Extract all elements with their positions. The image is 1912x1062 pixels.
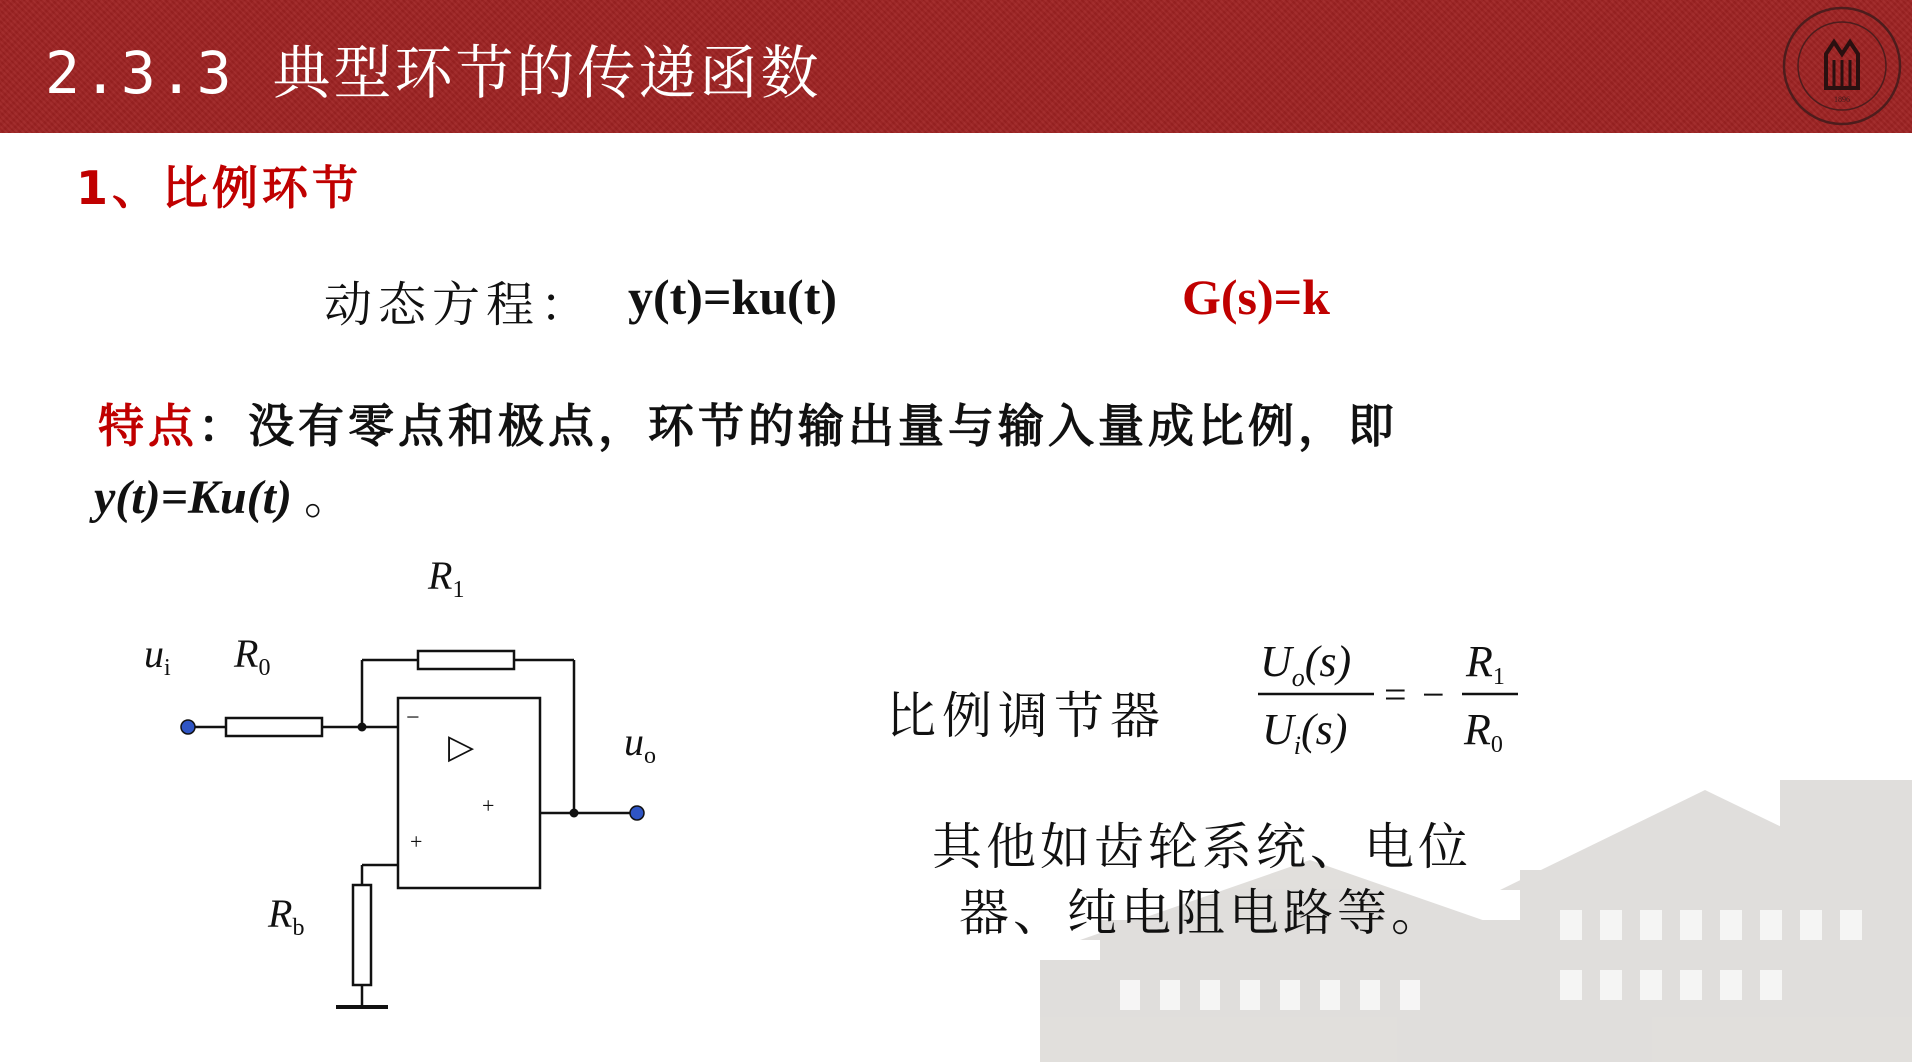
label-uo: $u_o$	[624, 719, 656, 769]
dynamic-equation-label: 动态方程：	[324, 277, 595, 333]
feature-line	[98, 390, 1398, 456]
output-terminal	[630, 806, 644, 820]
opamp-minus-sign: −	[406, 705, 420, 731]
formula-r1: R1	[1466, 637, 1505, 690]
header-bar	[0, 0, 1912, 133]
regulator-formula	[1250, 628, 1530, 768]
transfer-function: G(s)=k	[1182, 269, 1330, 325]
university-seal-icon	[1778, 2, 1906, 130]
feature-text: ：没有零点和极点，环节的输出量与输入量成比例，即	[198, 399, 1398, 453]
formula-equals: =	[1384, 672, 1407, 717]
junction-node	[358, 723, 367, 732]
dynamic-equation: y(t)=ku(t)	[628, 269, 838, 325]
opamp-plus-sign-2: +	[410, 829, 423, 854]
opamp-circuit-diagram	[130, 555, 690, 1025]
regulator-label: 比例调节器	[886, 687, 1166, 745]
other-examples-line-2: 器、纯电阻电路等。	[959, 884, 1445, 942]
other-examples-line-1: 其他如齿轮系统、电位	[932, 818, 1472, 876]
resistor-r1	[418, 651, 514, 669]
seal-year: 1896	[1834, 95, 1850, 104]
input-terminal	[181, 720, 195, 734]
output-junction-node	[570, 809, 579, 818]
formula-r0: R0	[1464, 705, 1503, 758]
feature-equation-line	[94, 458, 352, 527]
formula-minus: −	[1422, 672, 1445, 717]
resistor-rb	[353, 885, 371, 985]
label-ui: $u_i$	[144, 631, 171, 681]
feature-end: 。	[291, 471, 352, 524]
slide-title: 2.3.3 典型环节的传递函数	[45, 39, 822, 107]
other-examples	[912, 814, 1492, 946]
section-title: 1、比例环节	[76, 161, 363, 215]
formula-denominator: $U_i(s)$	[1262, 705, 1348, 760]
label-rb: $R_b$	[268, 891, 305, 941]
label-r1: $R_1$	[428, 555, 465, 603]
opamp-plus-sign-1: +	[482, 793, 495, 818]
feature-keyword: 特点	[98, 399, 198, 453]
opamp-triangle-icon: ▷	[448, 729, 475, 766]
formula-numerator: $U_o(s)$	[1260, 637, 1352, 692]
feature-equation: y(t)=Ku(t)	[94, 471, 292, 524]
resistor-r0	[226, 718, 322, 736]
label-r0: $R_0$	[234, 631, 271, 681]
